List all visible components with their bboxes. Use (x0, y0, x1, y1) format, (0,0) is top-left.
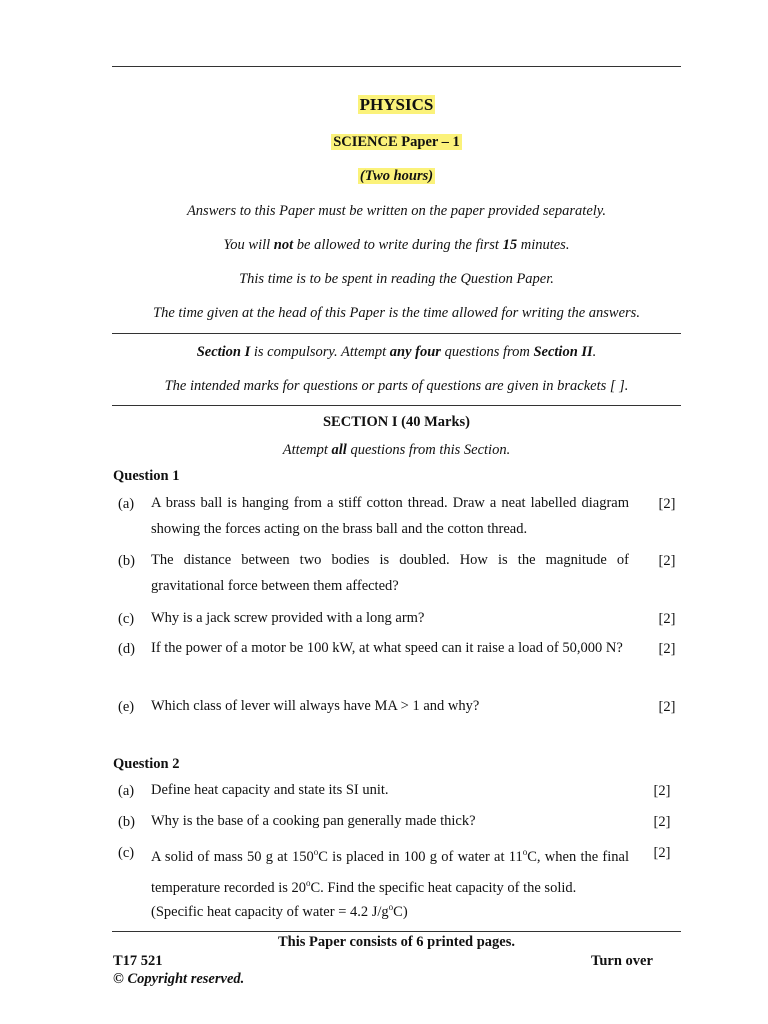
q1b-label: (b) (118, 553, 135, 569)
instruction-line-4: The time given at the head of this Paper is the time allowed for writing the answers. (153, 305, 640, 321)
q1d-label: (d) (118, 641, 135, 657)
q1a-label: (a) (118, 496, 135, 512)
copyright: © Copyright reserved. (113, 971, 245, 987)
q2c-text: A solid of mass 50 g at 150$^o$C is placed in 100 g of water at 11$^o$C, when the final temperature recorded is 20$^o$C. Find the specific heat capacity of the solid. (151, 847, 629, 896)
marks-note: The intended marks for questions or parts of questions are given in brackets [ ]. (164, 378, 629, 394)
turn-over: Turn over (591, 953, 653, 969)
q1c-marks: [2] (658, 611, 676, 627)
q2b-label: (b) (118, 814, 135, 830)
rules-box-top (112, 333, 681, 334)
section-instruction: Attempt all questions from this Section. (282, 442, 511, 458)
instruction-line-2: You will not be allowed to write during the first 15 minutes. (223, 237, 570, 253)
paper-code: T17 521 (113, 953, 163, 969)
paper-subtitle: SCIENCE Paper – 1 (333, 134, 460, 150)
q2b-marks: [2] (653, 814, 671, 830)
q1e-label: (e) (118, 699, 135, 715)
duration: (Two hours) (359, 168, 434, 184)
instruction-line-3: This time is to be spent in reading the Question Paper. (239, 271, 554, 287)
section-rule-line: Section I is compulsory. Attempt any four questions from Section II. (196, 344, 597, 360)
q2a-label: (a) (118, 783, 135, 799)
section-title: SECTION I (40 Marks) (322, 414, 471, 430)
q1c-label: (c) (118, 611, 135, 627)
page-title: PHYSICS (359, 95, 434, 114)
top-rule (112, 66, 681, 67)
q1a-marks: [2] (658, 496, 676, 512)
q2b-text: Why is the base of a cooking pan generally made thick? (151, 813, 476, 829)
rules-box-bottom (112, 405, 681, 406)
q2c-note: (Specific heat capacity of water = 4.2 $J/g^oC$) (151, 902, 408, 920)
page-count: This Paper consists of 6 printed pages. (278, 934, 515, 950)
q1d-text: If the power of a motor be 100 kW, at what speed can it raise a load of 50,000 N? (151, 640, 623, 656)
q1e-marks: [2] (658, 699, 676, 715)
q2a-text: Define heat capacity and state its SI unit. (151, 782, 389, 798)
question-1-title: Question 1 (113, 468, 180, 484)
q1e-text: Which class of lever will always have MA > 1 and why? (151, 698, 480, 714)
question-2-title: Question 2 (113, 756, 180, 772)
q1b-text: The distance between two bodies is doubled. How is the magnitude of gravitational force between them affected? (151, 552, 629, 594)
q1c-text: Why is a jack screw provided with a long arm? (151, 610, 425, 626)
q2a-marks: [2] (653, 783, 671, 799)
q1d-marks: [2] (658, 641, 676, 657)
q1a-text: A brass ball is hanging from a stiff cotton thread. Draw a neat labelled diagram showing the forces acting on the brass ball and the cotton thread. (151, 495, 629, 537)
instruction-line-1: Answers to this Paper must be written on the paper provided separately. (186, 203, 607, 219)
q2c-label: (c) (118, 845, 135, 861)
q2c-marks: [2] (653, 845, 671, 861)
q1b-marks: [2] (658, 553, 676, 569)
footer-rule (112, 931, 681, 932)
